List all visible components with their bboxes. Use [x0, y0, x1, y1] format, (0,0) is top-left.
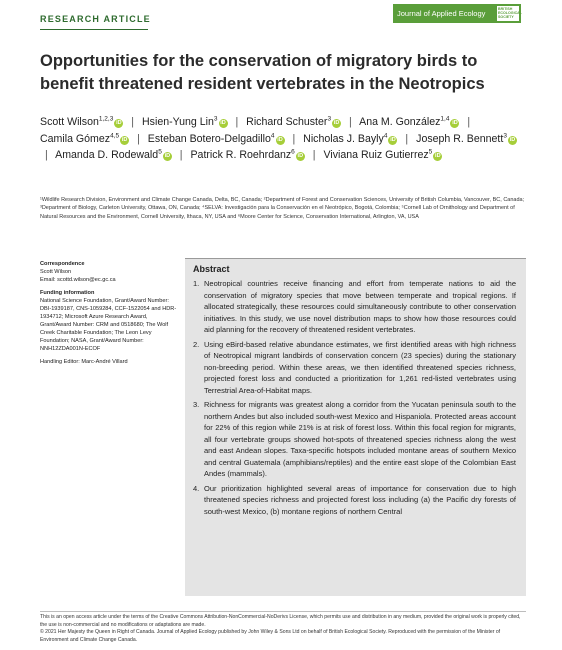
author-separator: | [137, 132, 140, 145]
abstract-item [193, 339, 516, 397]
author-name: Camila Gómez [40, 132, 111, 145]
copyright-statement: © 2021 Her Majesty the Queen in Right of Canada. Journal of Applied Ecology published by John Wiley & Sons Ltd on behalf of British Ecological Society. Reproduced with the permission of the Minister of Environment and Climate Change Canada. [40, 629, 501, 643]
author-entry[interactable] [359, 116, 459, 128]
abstract-item-text: Richness for migrants was greatest along a corridor from the Yucatan peninsula south to the northern Andes but also included south-west Mexico and Hispaniola. Protected areas account for 22% of this region while 21% is at risk of forest loss. Within this focal region for migrants, all four vertebrate groups showed hot-spots of threatened species richness along the west and east Andean slopes. Taxa-specific hotspots included montane areas of southern Mexico and central Guatemala (amphibians/reptiles) and the entire east slope of the Colombian East Andes (mammals). [204, 400, 516, 478]
orcid-icon[interactable]: iD [297, 153, 304, 159]
author-name: Hsien-Yung Lin [142, 116, 214, 128]
author-affiliation-marker: 3 [213, 115, 218, 123]
orcid-icon[interactable]: iD [116, 120, 122, 126]
funding-heading: Funding information [40, 290, 95, 296]
orcid-icon[interactable]: iD [509, 136, 516, 143]
affiliations: ¹Wildlife Research Division, Environment and Climate Change Canada, Delta, BC, Canada; ²Department of Forest and Conservation Sciences, University of British Columbia, Vancouver, BC, Canada; ³Department of Biology, Carleton University, Ottawa, ON, Canada; ⁴SELVA: Investigación para la Conservación en el Neotrópico, Bogotá, Colombia; ⁵Cornell Lab of Ornithology and Department of Natural Resources and the Environment, Cornell University, Ithaca, NY, USA and ⁶Moore Center for Science, Conservation International, Arlington, VA, USA [40, 197, 525, 220]
orcid-icon[interactable]: iD [121, 136, 128, 143]
author-entry[interactable] [323, 149, 442, 161]
abstract-item-number: 4. [193, 483, 200, 493]
author-affiliation-marker: 4 [383, 131, 388, 139]
author-affiliation-marker: 1,2,3 [98, 115, 114, 123]
abstract-item [193, 399, 516, 480]
funding-text: National Science Foundation, Grant/Award Number: DBI-1939187, CNS-1059284, CCF-1522054 and HDR-1934712; Microsoft Azure Research Award, Grant/Award Number: CRM and 0518680; The Wolf Creek Charitable Foundation; The Leon Levy Foundation; NASA, Grant/Award Number: NNH12ZDA001N-ECOF [40, 298, 177, 352]
editor-block [40, 358, 178, 366]
author-separator: | [292, 132, 296, 145]
author-affiliation-marker: 4,5 [110, 131, 120, 139]
author-name: Scott Wilson [40, 116, 99, 128]
license-statement: This is an open access article under the terms of the Creative Commons Attribution-NonCommercial-NoDerivs License, which permits use and distribution in any medium, provided the original work is properly cited, the use is non-commercial and no modifications or adaptations are made. [40, 614, 521, 628]
orcid-icon[interactable]: iD [390, 136, 396, 143]
correspondence-email[interactable]: Email: scottd.wilson@ec.gc.ca [40, 277, 116, 283]
author-name: Viviana Ruiz Gutierrez [323, 149, 429, 161]
correspondence-block [40, 260, 178, 284]
author-separator: | [312, 149, 316, 161]
author-affiliation-marker: 1,4 [440, 115, 450, 123]
author-entry[interactable] [40, 116, 123, 128]
abstract-item-text: Using eBird-based relative abundance estimates, we first identified areas with high richness of Neotropical migrant landbirds of conservation concern (23 species) during the stationary non-breeding period. Within these areas, we then identified threatened species richness, projected forest loss and conducted a prioritization for 1,261 red-listed vertebrates using Terrestrial Area-of-Habitat maps. [204, 339, 516, 395]
author-entry[interactable] [55, 149, 172, 161]
society-logo: BRITISH ECOLOGICAL SOCIETY [498, 7, 522, 20]
abstract-item [193, 278, 516, 336]
author-affiliation-marker: 3 [327, 115, 332, 123]
author-separator: | [467, 116, 471, 128]
funding-block [40, 289, 178, 353]
author-separator: | [235, 116, 239, 128]
author-name: Esteban Botero-Delgadillo [147, 132, 271, 145]
author-separator: | [405, 132, 409, 145]
orcid-icon[interactable]: iD [435, 153, 441, 159]
abstract-item-number: 1. [193, 279, 200, 288]
abstract-list [193, 278, 516, 517]
author-entry[interactable] [148, 133, 285, 145]
author-affiliation-marker: 6 [291, 148, 295, 156]
article-type-label: RESEARCH ARTICLE [40, 14, 151, 24]
footer-rule [40, 611, 526, 612]
abstract-item-number: 2. [193, 339, 200, 349]
abstract-top-rule [185, 258, 526, 259]
correspondence-name: Scott Wilson [40, 269, 72, 275]
author-affiliation-marker: 4 [270, 131, 275, 139]
author-separator: | [349, 116, 352, 128]
journal-name: Journal of Applied Ecology [397, 9, 486, 18]
abstract-box [185, 258, 526, 596]
author-name: Amanda D. Rodewald [55, 149, 159, 161]
author-entry[interactable] [142, 116, 227, 128]
author-affiliation-marker: 3 [503, 131, 507, 139]
author-name: Ana M. González [359, 116, 441, 128]
orcid-icon[interactable]: iD [277, 136, 283, 143]
abstract-title: Abstract [193, 264, 230, 274]
author-entry[interactable] [40, 133, 129, 145]
article-title: Opportunities for the conservation of migratory birds to benefit threatened resident vertebrates in the Neotropics [40, 52, 485, 93]
author-list [40, 114, 530, 164]
author-separator: | [179, 149, 183, 161]
author-name: Patrick R. Roehrdanz [190, 149, 292, 161]
correspondence-heading: Correspondence [40, 261, 85, 267]
author-name: Richard Schuster [246, 116, 328, 128]
orcid-icon[interactable]: iD [164, 153, 171, 159]
abstract-item-text: Neotropical countries receive financing and effort from temperate nations to aid the conservation of migratory species that move between temperate and tropical regions. If allocated strategically, these resources could simultaneously contribute to other conservation initiatives. In this study, we use novel distribution maps to show how those resources could aid planning for the recovery of threatened resident vertebrates. [204, 279, 516, 334]
author-affiliation-marker: 5 [158, 148, 162, 156]
author-separator: | [131, 116, 135, 128]
author-name: Nicholas J. Bayly [303, 132, 384, 145]
journal-badge[interactable] [393, 4, 521, 23]
page-footer [40, 614, 528, 644]
author-entry[interactable] [190, 149, 304, 161]
article-sidebar [40, 260, 178, 371]
author-entry[interactable] [416, 133, 517, 145]
author-name: Joseph R. Bennett [416, 132, 504, 145]
article-type-rule [40, 29, 148, 30]
abstract-item-text: Our prioritization highlighted several areas of importance for conservation due to high threatened species richness and projected forest loss including (a) the Pacific dry forests of south-west Mexico, (b) montane regions of northern Central [204, 483, 516, 516]
abstract-item [193, 483, 516, 518]
abstract-item-number: 3. [193, 400, 200, 409]
orcid-icon[interactable]: iD [452, 120, 458, 126]
orcid-icon[interactable]: iD [333, 120, 340, 126]
author-affiliation-marker: 5 [428, 148, 433, 156]
author-separator: | [45, 149, 48, 161]
handling-editor: Handling Editor: Marc-André Villard [40, 359, 128, 365]
author-entry[interactable] [246, 116, 341, 128]
author-entry[interactable] [303, 133, 397, 145]
orcid-icon[interactable]: iD [220, 120, 226, 126]
